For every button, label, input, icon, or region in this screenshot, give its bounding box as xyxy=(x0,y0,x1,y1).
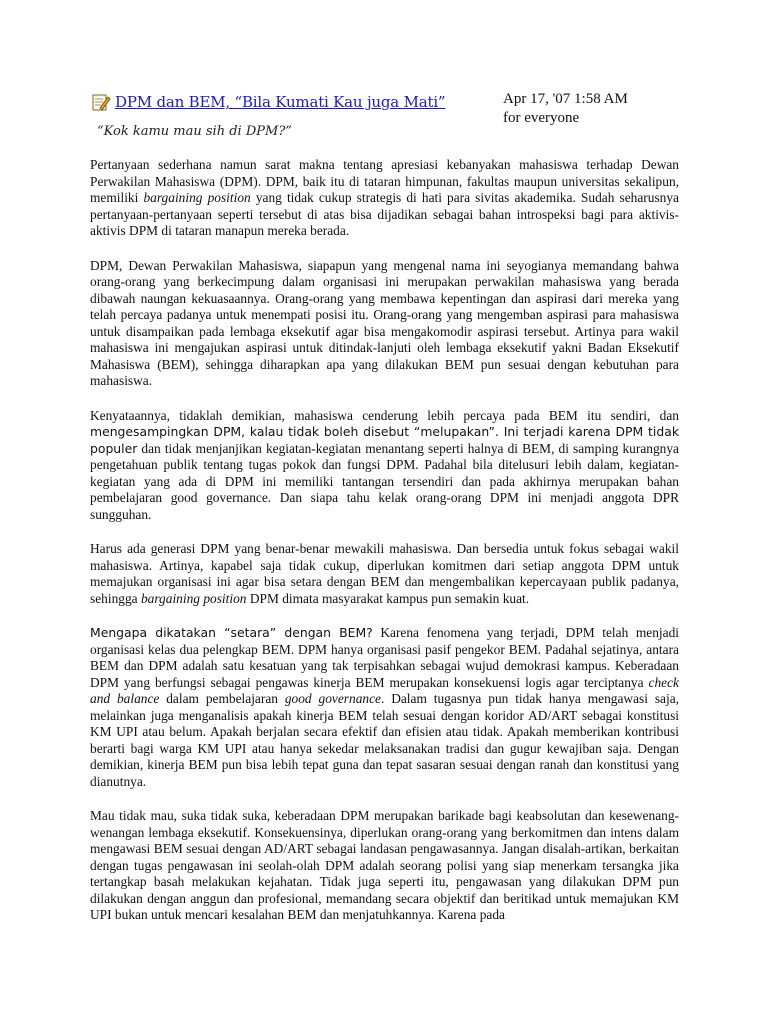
paragraph-text: Mau tidak mau, suka tidak suka, keberadaan DPM merupakan barikade bagi keabsolutan dan kesewenang-wenangan lembaga eksekutif. Konsekuensinya, diperlukan orang-orang yang berkomitmen dan intens dalam mengawasi BEM sesuai dengan AD/ART sebagai landasan pengawasannya. Jangan disalah-artikan, berkaitan dengan tugas pengawasan ini seolah-olah DPM adalah seorang polisi yang siap menerkam tersangka jika tertangkap basah melakukan kejahatan. Tidak juga seperti itu, pengawasan yang dilakukan DPM pun dilakukan dengan anggun dan profesional, memandang secara objektif dan beritikad untuk memajukan KM UPI bukan untuk mencari kesalahan BEM dan menjatuhkannya. Karena pada xyxy=(90,808,679,922)
paragraph-text: bargaining position xyxy=(140,590,247,606)
paragraph-text: check and balance xyxy=(90,674,679,706)
note-pencil-icon xyxy=(91,92,111,112)
post-title-link[interactable]: DPM dan BEM, “Bila Kumati Kau juga Mati” xyxy=(115,93,446,111)
body-paragraph xyxy=(90,157,679,240)
paragraph-text: DPM, Dewan Perwakilan Mahasiswa, siapapun yang mengenal nama ini seyogianya memandang bahwa orang-orang yang berkecimpung dalam organisasi ini merupakan perwakilan mahasiswa yang berada dibawah naungan kekuasaannya. Orang-orang yang membawa kepentingan dan aspirasi dari mereka yang telah percaya padanya untuk menempati posisi itu. Orang-orang yang mengemban aspirasi para mahasiswa untuk disampaikan pada lembaga eksekutif agar bisa mengakomodir aspirasi tersebut. Artinya para wakil mahasiswa ini mengajukan aspirasi untuk ditindak-lanjuti oleh lembaga eksekutif yakni Badan Eksekutif Mahasiswa (BEM), sehingga diharapkan apa yang dilakukan BEM pun sesuai dengan kebutuhan para mahasiswa. xyxy=(90,257,679,388)
post-body xyxy=(90,157,679,942)
post-date: Apr 17, '07 1:58 AM xyxy=(503,91,628,107)
paragraph-text: Kenyataannya, tidaklah demikian, mahasiswa cenderung lebih percaya pada BEM itu sendiri, dan xyxy=(90,407,679,423)
body-paragraph xyxy=(90,408,679,524)
paragraph-text: bargaining position xyxy=(143,190,251,205)
paragraph-text: Pertanyaan sederhana namun sarat makna tentang apresiasi kebanyakan mahasiswa terhadap Dewan Perwakilan Mahasiswa (DPM). DPM, baik itu di tataran himpunan, fakultas maupun universitas sekalipun, memiliki xyxy=(90,157,679,205)
body-paragraph xyxy=(90,258,679,390)
post-visibility: for everyone xyxy=(503,110,580,126)
post-meta xyxy=(503,90,628,128)
paragraph-text: Mengapa dikatakan “setara” dengan BEM? xyxy=(90,625,373,640)
paragraph-text: yang tidak cukup strategis di hati para sivitas akademika. Sudah seharusnya pertanyaan-pertanyaan seperti tersebut di atas bisa dijadikan sebagai bahan introspeksi bagi para aktivis-aktivis DPM di tataran manapun mereka berada. xyxy=(90,190,679,238)
paragraph-text: dalam pembelajaran xyxy=(159,691,285,706)
post-subtitle: “Kok kamu mau sih di DPM?” xyxy=(97,124,292,139)
paragraph-text: dan tidak menjanjikan kegiatan-kegiatan menantang seperti halnya di BEM, di samping kurangnya pengetahuan publik tentang tugas pokok dan fungsi DPM. Padahal bila ditelusuri lebih dalam, kegiatan-kegiatan yang ada di DPM ini memiliki tantangan tersendiri dan pada akhirnya merupakan bahan pembelajaran good governance. Dan siapa tahu kelak orang-orang DPM ini menjadi anggota DPR sungguhan. xyxy=(90,440,679,522)
paragraph-text: Harus ada generasi DPM yang benar-benar mewakili mahasiswa. Dan bersedia untuk fokus sebagai wakil mahasiswa. Artinya, kapabel saja tidak cukup, diperlukan komitmen dari setiap anggota DPM untuk memajukan organisasi ini agar bisa setara dengan BEM dan mengembalikan kepercayaan publik padanya, sehingga xyxy=(90,541,679,606)
body-paragraph xyxy=(90,808,679,924)
paragraph-text: good governance xyxy=(284,691,381,706)
paragraph-text: DPM dimata masyarakat kampus pun semakin kuat. xyxy=(246,590,530,606)
body-paragraph xyxy=(90,541,679,607)
paragraph-text: mengesampingkan DPM, kalau tidak boleh disebut “melupakan”. Ini terjadi karena DPM tidak populer xyxy=(90,424,679,456)
paragraph-text: . Dalam tugasnya pun tidak hanya mengawasi saja, melainkan juga menganalisis apakah kinerja BEM telah sesuai dengan koridor AD/ART sebagai konstitusi KM UPI atau belum. Apakah berjalan secara efektif dan efisien atau tidak. Apakah memberikan kontribusi berarti bagi warga KM UPI atau hanya sekedar melaksanakan tradisi dan gugur kewajiban saja. Dengan demikian, kinerja BEM pun bisa lebih tepat guna dan tepat sasaran sesuai dengan ranah dan konstitusi yang dianutnya. xyxy=(90,691,679,789)
body-paragraph xyxy=(90,625,679,790)
paragraph-text: Karena fenomena yang terjadi, DPM telah menjadi organisasi kelas dua pelengkap BEM. DPM hanya organisasi pasif pengekor BEM. Padahal sejatinya, antara BEM dan DPM adalah satu kesatuan yang tak terpisahkan sebagai wujud demokrasi kampus. Keberadaan DPM yang berfungsi sebagai pengawas kinerja BEM merupakan konsekuensi logis agar terciptanya xyxy=(90,625,679,690)
